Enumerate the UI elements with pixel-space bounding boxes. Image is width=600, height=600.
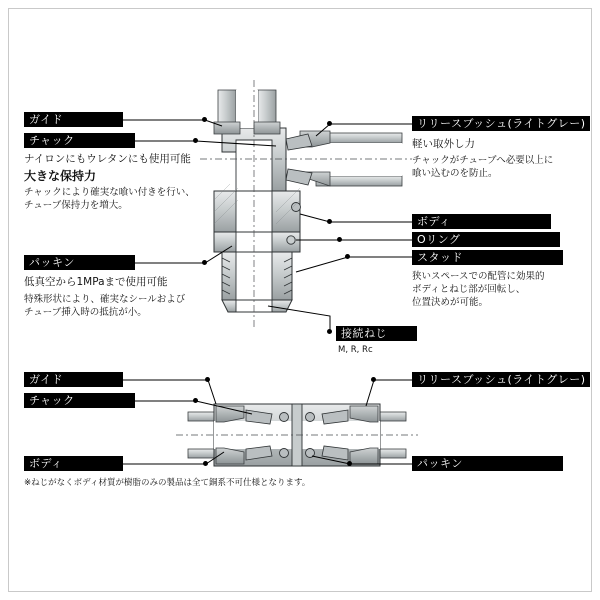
leader-dot-body: [327, 219, 332, 224]
note-stud-sub3: 位置決めが可能。: [412, 297, 489, 308]
note-release-sub2: 喰い込むのを防止。: [412, 168, 498, 179]
note-packing-sub2: チューブ挿入時の抵抗が小。: [24, 307, 147, 318]
leader-dot-packing: [202, 260, 207, 265]
note-release-main: 軽い取外し力: [412, 138, 475, 150]
label-stud-top: スタッド: [412, 250, 563, 265]
label-body-top: ボディ: [412, 214, 551, 229]
label-chuck-bottom: チャック: [24, 393, 135, 408]
note-chuck-sub1: チャックにより確実な喰い付きを行い、: [24, 187, 195, 198]
leader-dot-body-bottom: [203, 461, 208, 466]
note-chuck-main: ナイロンにもウレタンにも使用可能: [24, 153, 191, 165]
label-packing-top: パッキン: [24, 255, 135, 270]
note-chuck-sub2: チューブ保持力を増大。: [24, 200, 128, 211]
leader-dot-guide: [202, 117, 207, 122]
note-release-sub1: チャックがチューブへ必要以上に: [412, 155, 554, 166]
note-stud-sub1: 狭いスペースでの配管に効果的: [412, 271, 545, 282]
leader-dot-release-bottom: [371, 377, 376, 382]
label-guide-bottom: ガイド: [24, 372, 123, 387]
leader-dot-chuck-bottom: [193, 398, 198, 403]
note-chuck-bold: 大きな保持力: [24, 169, 97, 183]
label-body-bottom: ボディ: [24, 456, 123, 471]
note-packing-sub1: 特殊形状により、確実なシールおよび: [24, 294, 186, 305]
label-chuck-top: チャック: [24, 133, 135, 148]
label-release-bush-top: リリースブッシュ(ライトグレー): [412, 116, 590, 131]
label-guide-top: ガイド: [24, 112, 123, 127]
leader-dot-oring: [337, 237, 342, 242]
leader-dot-guide-bottom: [205, 377, 210, 382]
leader-dot-stud: [345, 254, 350, 259]
label-thread: 接続ねじ: [336, 326, 417, 341]
leader-dot-release: [327, 121, 332, 126]
note-packing-main: 低真空から1MPaまで使用可能: [24, 276, 168, 288]
label-release-bush-bottom: リリースブッシュ(ライトグレー): [412, 372, 590, 387]
leader-dot-chuck: [193, 138, 198, 143]
label-packing-bottom: パッキン: [412, 456, 563, 471]
note-thread-sub: M, R, Rc: [338, 345, 373, 355]
note-stud-sub2: ボディとねじ部が回転し、: [412, 284, 526, 295]
label-o-ring-top: Oリング: [412, 232, 560, 247]
leader-dot-packing-bottom: [347, 461, 352, 466]
footnote: ※ねじがなくボディ材質が樹脂のみの製品は全て銅系不可仕様となります。: [24, 478, 311, 488]
leader-dot-thread: [327, 329, 332, 334]
